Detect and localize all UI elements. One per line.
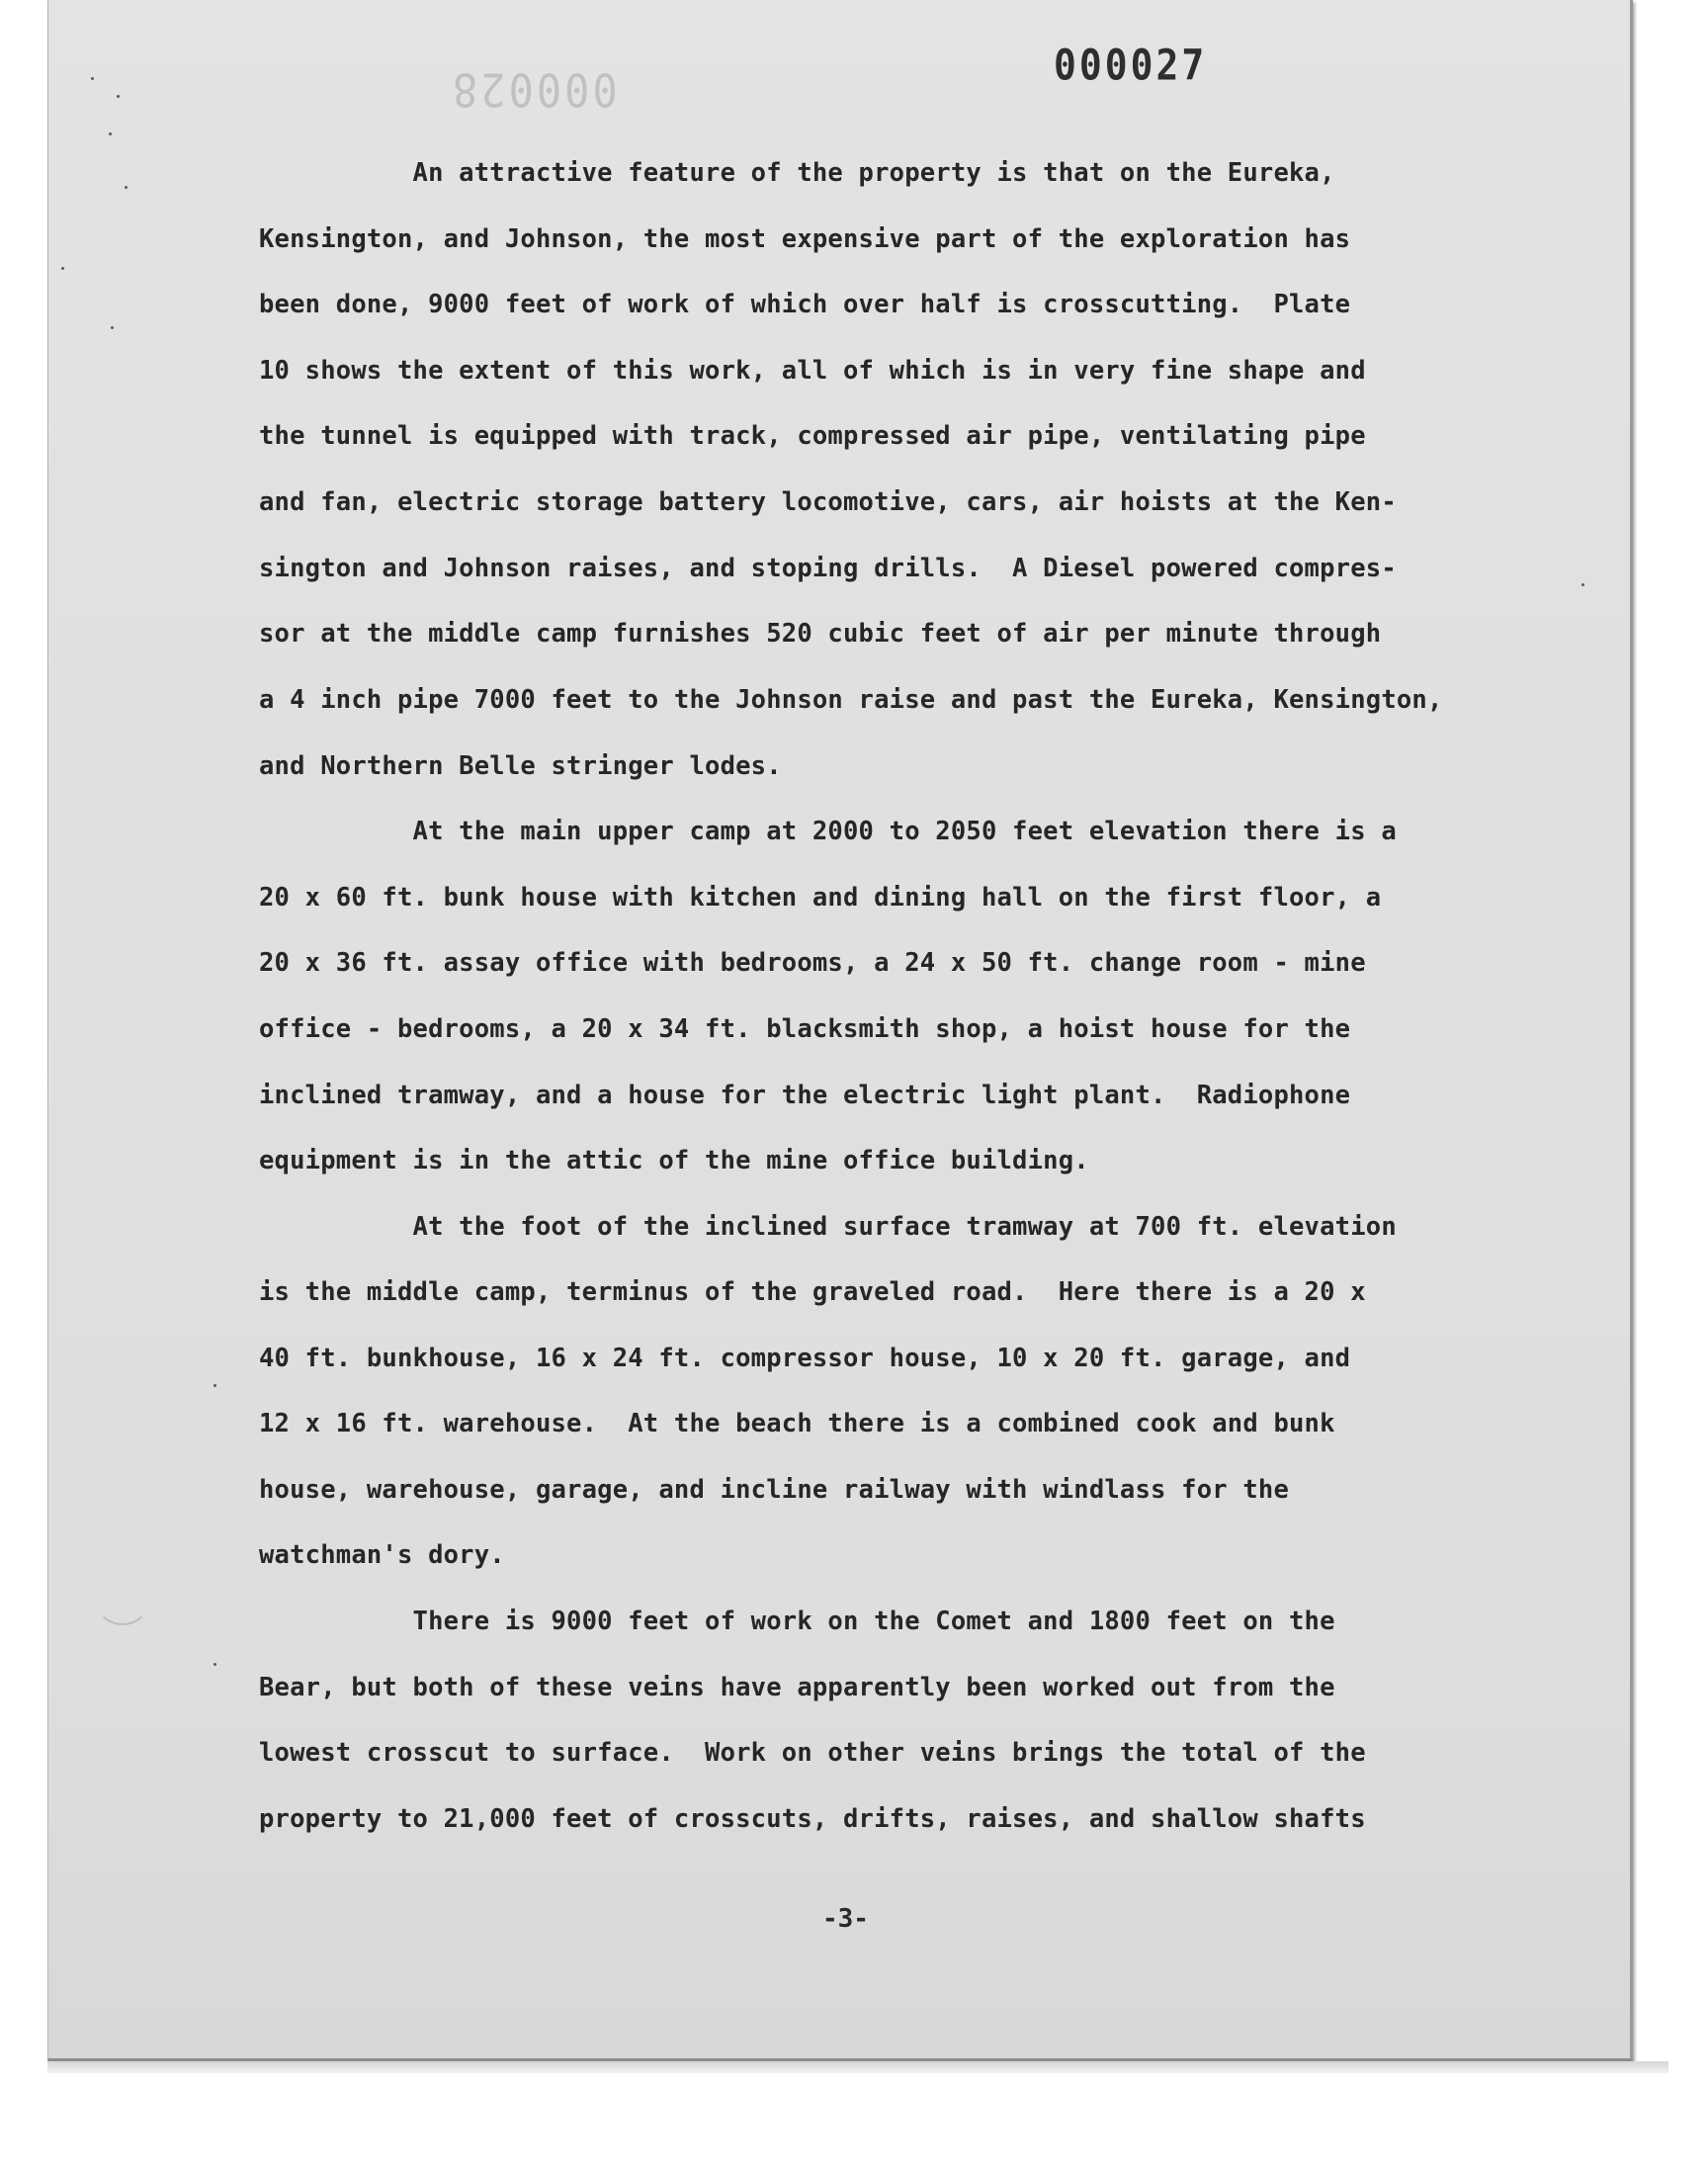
text-line: An attractive feature of the property is that on the Eureka, [259, 158, 1335, 188]
page-stamp-number: 000027 [1054, 41, 1208, 90]
text-line: 40 ft. bunkhouse, 16 x 24 ft. compressor house, 10 x 20 ft. garage, and [259, 1344, 1351, 1373]
margin-speck [109, 132, 112, 135]
scanner-bottom-edge [47, 2061, 1668, 2073]
text-line: At the foot of the inclined surface tramway at 700 ft. elevation [259, 1212, 1397, 1242]
text-line: is the middle camp, terminus of the graveled road. Here there is a 20 x [259, 1277, 1366, 1307]
text-line: There is 9000 feet of work on the Comet and 1800 feet on the [259, 1607, 1335, 1636]
margin-speck [125, 186, 128, 189]
scan-artifact-arc [95, 1574, 150, 1625]
text-line: watchman's dory. [259, 1540, 505, 1570]
text-line: 12 x 16 ft. warehouse. At the beach there is a combined cook and bunk [259, 1409, 1335, 1438]
margin-speck [1581, 583, 1584, 586]
text-line: lowest crosscut to surface. Work on other veins brings the total of the [259, 1738, 1366, 1768]
text-line: At the main upper camp at 2000 to 2050 feet elevation there is a [259, 817, 1397, 846]
text-line: sington and Johnson raises, and stoping drills. A Diesel powered compres- [259, 554, 1397, 583]
text-line: 20 x 60 ft. bunk house with kitchen and dining hall on the first floor, a [259, 883, 1382, 913]
text-line: Bear, but both of these veins have apparently been worked out from the [259, 1673, 1335, 1702]
text-line: property to 21,000 feet of crosscuts, drifts, raises, and shallow shafts [259, 1804, 1366, 1834]
text-line: Kensington, and Johnson, the most expensive part of the exploration has [259, 224, 1351, 254]
text-line: and fan, electric storage battery locomotive, cars, air hoists at the Ken- [259, 487, 1397, 517]
text-line: equipment is in the attic of the mine office building. [259, 1146, 1089, 1175]
margin-speck [111, 326, 114, 329]
text-line: and Northern Belle stringer lodes. [259, 751, 782, 781]
margin-speck [91, 77, 94, 80]
margin-speck [214, 1384, 216, 1387]
text-line: sor at the middle camp furnishes 520 cubic feet of air per minute through [259, 619, 1382, 649]
margin-speck [117, 95, 120, 98]
text-line: house, warehouse, garage, and incline railway with windlass for the [259, 1475, 1290, 1505]
text-line: 20 x 36 ft. assay office with bedrooms, a 24 x 50 ft. change room - mine [259, 948, 1366, 978]
text-line: the tunnel is equipped with track, compressed air pipe, ventilating pipe [259, 421, 1366, 451]
text-line: a 4 inch pipe 7000 feet to the Johnson raise and past the Eureka, Kensington, [259, 685, 1443, 715]
text-line: been done, 9000 feet of work of which over half is crosscutting. Plate [259, 290, 1351, 319]
margin-speck [61, 267, 64, 270]
margin-speck [214, 1663, 216, 1666]
text-line: 10 shows the extent of this work, all of which is in very fine shape and [259, 356, 1366, 386]
page-footer-number: -3- [822, 1904, 869, 1934]
text-line: inclined tramway, and a house for the electric light plant. Radiophone [259, 1081, 1351, 1110]
ghost-page-stamp: 000028 [450, 62, 618, 117]
text-line: office - bedrooms, a 20 x 34 ft. blacksmith shop, a hoist house for the [259, 1014, 1351, 1044]
